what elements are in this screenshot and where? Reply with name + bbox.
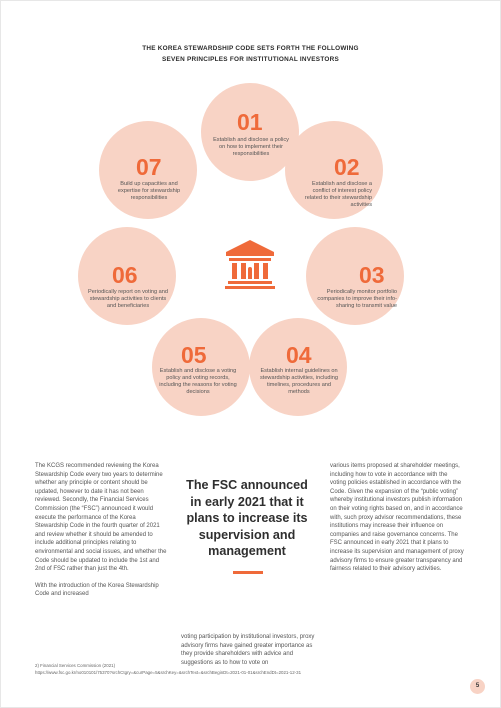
institution-building-icon <box>222 236 278 292</box>
page-number: 5 <box>470 679 485 694</box>
title-line-2: SEVEN PRINCIPLES FOR INSTITUTIONAL INVESTORS <box>162 56 339 63</box>
principle-02-number: 02 <box>334 154 360 180</box>
principle-03-circle <box>306 227 404 325</box>
principle-02-circle <box>285 121 383 219</box>
pull-quote: The FSC announced in early 2021 that it plans to increase its supervision and management <box>186 478 308 558</box>
title-line-1: THE KOREA STEWARDSHIP CODE SETS FORTH THE FOLLOWING <box>142 45 359 52</box>
principle-04-number: 04 <box>286 342 312 368</box>
right-column <box>330 462 465 582</box>
principle-07-number: 07 <box>136 154 162 180</box>
principle-02-text: Establish and disclose a conflict of interest policy related to their stewardship activities <box>304 181 372 208</box>
left-paragraph-2: With the introduction of the Korea Stewardship Code and increased <box>35 582 159 598</box>
footnote-url: https://www.fsc.go.kr/no010101/75370?srchCtgry=&curPage=5&srchKey=&srchText=&srchBeginDt=2021-01-01&srchEndDt=2021-12-31 <box>35 670 302 675</box>
principle-01-text: Establish and disclose a policy on how to implement their responsibilities <box>213 137 289 157</box>
principle-05-circle <box>152 318 250 416</box>
left-paragraph-1: The KCGS recommended reviewing the Korea Stewardship Code every two years to determine whether any principle or content should be updated, however to date it has not been reviewed. Secondly, the Financial Services Commission (the “FSC”) announced it would execute the performance of the Korea Stewardship Code in the fourth quarter of 2021 and review whether it should be amended to include additional principles relating to environmental and social issues, and whether the Code should be updated to include the 1st and 2nd of FSC rather than just the 4th. <box>35 463 167 573</box>
principle-07-circle <box>99 121 197 219</box>
principle-05-text: Establish and disclose a voting policy and voting records, including the reasons for voting decisions <box>159 368 237 395</box>
left-column <box>35 462 170 607</box>
page-title <box>60 43 441 65</box>
principle-03-text: Periodically monitor portfolio companies to improve their info-sharing to transmit value <box>317 289 397 309</box>
middle-column-text: voting participation by institutional investors, proxy advisory firms have gained greater importance as they provide shareholders with advice and suggestions as to how to vote on <box>181 634 315 666</box>
principle-06-circle <box>78 227 176 325</box>
footnote-source: 2) Financial Services Commission (2021) <box>35 663 116 668</box>
principle-05-number: 05 <box>181 342 207 368</box>
principle-03-number: 03 <box>359 262 385 288</box>
right-paragraph: various items proposed at shareholder meetings, including how to vote in accordance with the voting policies established in accordance with the Code. Given the expansion of the “public voting” whereby institutional investors publish information on their voting rights based on, and in accordance with, such proxy advisor recommendations, these institutions may increase their influence on companies and raise governance concerns. The FSC announced in early 2021 that it plans to increase its supervision and management of proxy advisory firms to ensure greater transparency and fairness related to their advisory activities. <box>330 463 464 573</box>
principle-04-text: Establish internal guidelines on stewardship activities, including timelines, procedures and methods <box>259 368 339 395</box>
principle-06-text: Periodically report on voting and stewardship activities to clients and beneficiaries <box>88 289 168 309</box>
principle-07-text: Build up capacities and expertise for stewardship responsibilities <box>117 181 181 201</box>
principle-01-number: 01 <box>237 109 263 135</box>
pull-quote-accent-bar <box>233 571 263 574</box>
principle-04-circle <box>249 318 347 416</box>
principle-06-number: 06 <box>112 262 138 288</box>
footnote <box>35 662 455 676</box>
